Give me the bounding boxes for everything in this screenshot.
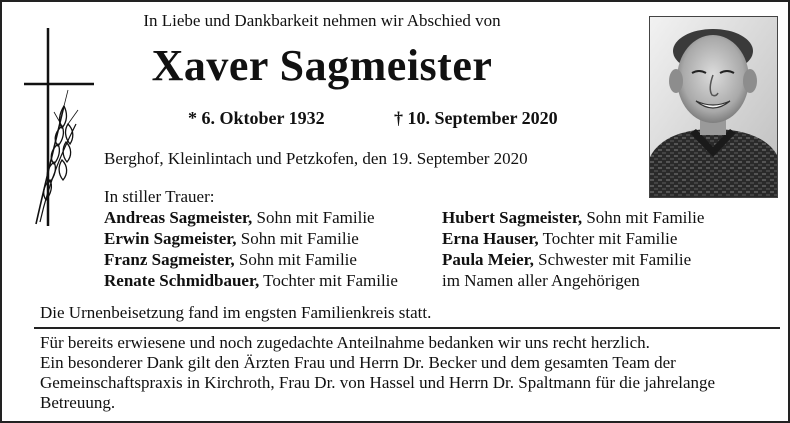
mourners-left-column	[104, 207, 398, 291]
mourner-relation: Sohn mit Familie	[252, 208, 375, 227]
divider-line	[34, 327, 780, 329]
mourner-row	[442, 228, 704, 249]
mourner-name: Franz Sagmeister,	[104, 250, 235, 269]
birth-date: * 6. Oktober 1932	[188, 108, 325, 128]
mourner-relation: Sohn mit Familie	[234, 250, 357, 269]
thanks-line: Betreuung.	[40, 393, 116, 412]
thanks-line: Gemeinschaftspraxis in Kirchroth, Frau Dr. von Hassel und Herrn Dr. Spaltmann für die jahrelange	[40, 373, 716, 392]
urn-burial-note: Die Urnenbeisetzung fand im engsten Familienkreis statt.	[40, 303, 432, 322]
mourners-title: In stiller Trauer:	[104, 187, 215, 206]
thanks-paragraph	[40, 333, 770, 413]
mourner-name: Hubert Sagmeister,	[442, 208, 583, 227]
mourner-name: Erna Hauser,	[442, 229, 539, 248]
mourner-name: Paula Meier,	[442, 250, 534, 269]
mourner-relation: im Namen aller Angehörigen	[442, 271, 640, 290]
mourner-name: Erwin Sagmeister,	[104, 229, 237, 248]
mourner-relation: Tochter mit Familie	[538, 229, 678, 248]
mourner-row	[104, 228, 398, 249]
mourner-row	[104, 270, 398, 291]
place-and-date: Berghof, Kleinlintach und Petzkofen, den 19. September 2020	[104, 149, 528, 168]
mourner-relation: Schwester mit Familie	[533, 250, 692, 269]
mourner-name: Renate Schmidbauer,	[104, 271, 260, 290]
thanks-line: Für bereits erwiesene und noch zugedachte Anteilnahme bedanken wir uns recht herzlich.	[40, 333, 650, 352]
deceased-name: Xaver Sagmeister	[151, 41, 493, 90]
mourner-name: Andreas Sagmeister,	[104, 208, 253, 227]
mourners-right-column	[442, 207, 704, 291]
mourner-row	[104, 207, 398, 228]
mourner-relation: Sohn mit Familie	[236, 229, 359, 248]
mourner-row	[442, 207, 704, 228]
portrait-illustration	[650, 17, 777, 197]
mourner-row	[442, 249, 704, 270]
mourner-relation: Sohn mit Familie	[582, 208, 705, 227]
intro-text: In Liebe und Dankbarkeit nehmen wir Abschied von	[143, 11, 501, 30]
mourner-row	[442, 270, 704, 291]
mourner-row	[104, 249, 398, 270]
mourner-relation: Tochter mit Familie	[259, 271, 398, 290]
thanks-line: Ein besonderer Dank gilt den Ärzten Frau und Herrn Dr. Becker und dem gesamten Team der	[40, 353, 676, 372]
portrait-photo	[649, 16, 778, 198]
death-date: † 10. September 2020	[394, 108, 558, 128]
